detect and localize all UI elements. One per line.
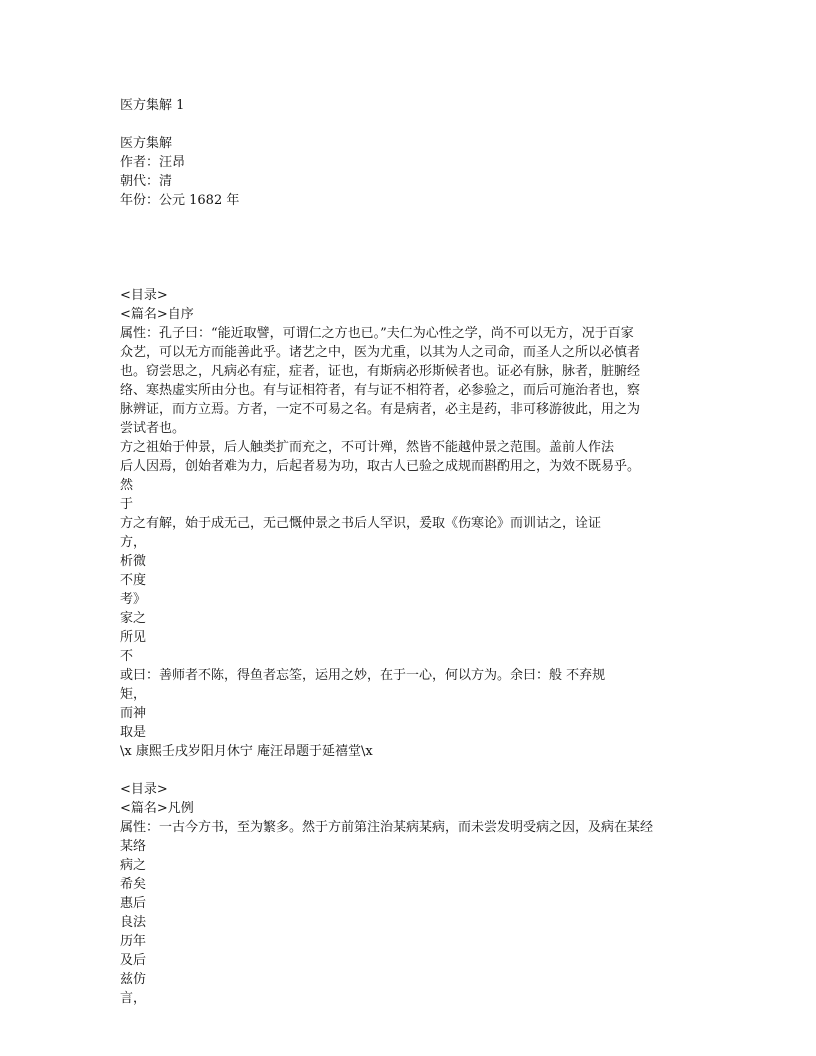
- dynasty-line: 朝代：清: [120, 174, 173, 189]
- text-line: 属性：一古今方书，至为繁多。然于方前第注治某病某病，而未尝发明受病之因，及病在某经: [120, 820, 654, 835]
- text-line: 历年: [120, 934, 147, 949]
- spacer: [120, 115, 700, 134]
- toc-marker: <目录>: [120, 288, 168, 303]
- text-line: 所见: [120, 630, 147, 645]
- text-line: 惠后: [120, 896, 147, 911]
- text-line: 或曰：善师者不陈，得鱼者忘筌，运用之妙，在于一心，何以方为。余曰：般 不弃规: [120, 668, 606, 683]
- book-title: 医方集解: [120, 136, 173, 151]
- text-line: 也。窃尝思之，凡病必有症，症者，证也，有斯病必形斯候者也。证必有脉，脉者，脏腑经: [120, 364, 641, 379]
- text-line: 矩，: [120, 687, 147, 702]
- text-line: 方，: [120, 535, 147, 550]
- text-line: 考》: [120, 592, 147, 607]
- text-line: 方之祖始于仲景，后人触类扩而充之，不可计殚，然皆不能越仲景之范围。盖前人作法: [120, 440, 615, 455]
- chapter-heading: <篇名>凡例: [120, 801, 194, 816]
- text-line: 及后: [120, 953, 147, 968]
- section-body: [120, 324, 700, 761]
- text-line: 而神: [120, 706, 147, 721]
- text-line: \x 康熙壬戌岁阳月休宁 庵汪昂题于延禧堂\x: [120, 744, 373, 759]
- document-page: [120, 96, 700, 1008]
- text-line: 希矣: [120, 877, 147, 892]
- text-line: 病之: [120, 858, 147, 873]
- chapter-heading: <篇名>自序: [120, 307, 194, 322]
- spacer: [120, 267, 700, 286]
- text-line: 众艺，可以无方而能善此乎。诸艺之中，医为尤重，以其为人之司命，而圣人之所以必慎者: [120, 345, 641, 360]
- text-line: 言，: [120, 991, 147, 1006]
- author-line: 作者：汪昂: [120, 155, 186, 170]
- spacer: [120, 761, 700, 780]
- text-line: 家之: [120, 611, 147, 626]
- text-line: 属性：孔子曰：“能近取譬，可谓仁之方也已。”夫仁为心性之学，尚不可以无方，况于百家: [120, 326, 634, 341]
- text-line: 析微: [120, 554, 147, 569]
- document-title: 医方集解 1: [120, 98, 185, 113]
- text-line: 不度: [120, 573, 147, 588]
- text-line: 然: [120, 478, 134, 493]
- text-line: 取是: [120, 725, 147, 740]
- text-line: 良法: [120, 915, 147, 930]
- text-line: 络、寒热虚实所由分也。有与证相符者，有与证不相符者，必参验之，而后可施治者也，察: [120, 383, 641, 398]
- text-line: 脉辨证，而方立焉。方者，一定不可易之名。有是病者，必主是药，非可移游彼此，用之为: [120, 402, 641, 417]
- text-line: 于: [120, 497, 134, 512]
- text-line: 后人因焉，创始者难为力，后起者易为功，取古人已验之成规而斟酌用之，为效不既易乎。: [120, 459, 641, 474]
- section-body: [120, 818, 700, 1008]
- text-line: 兹仿: [120, 972, 147, 987]
- text-line: 某络: [120, 839, 147, 854]
- text-line: 尝试者也。: [120, 421, 186, 436]
- text-line: 不: [120, 649, 134, 664]
- toc-marker: <目录>: [120, 782, 168, 797]
- year-line: 年份：公元 1682 年: [120, 193, 240, 208]
- text-line: 方之有解，始于成无己，无己慨仲景之书后人罕识，爰取《伤寒论》而训诂之，诠证: [120, 516, 602, 531]
- spacer: [120, 210, 700, 267]
